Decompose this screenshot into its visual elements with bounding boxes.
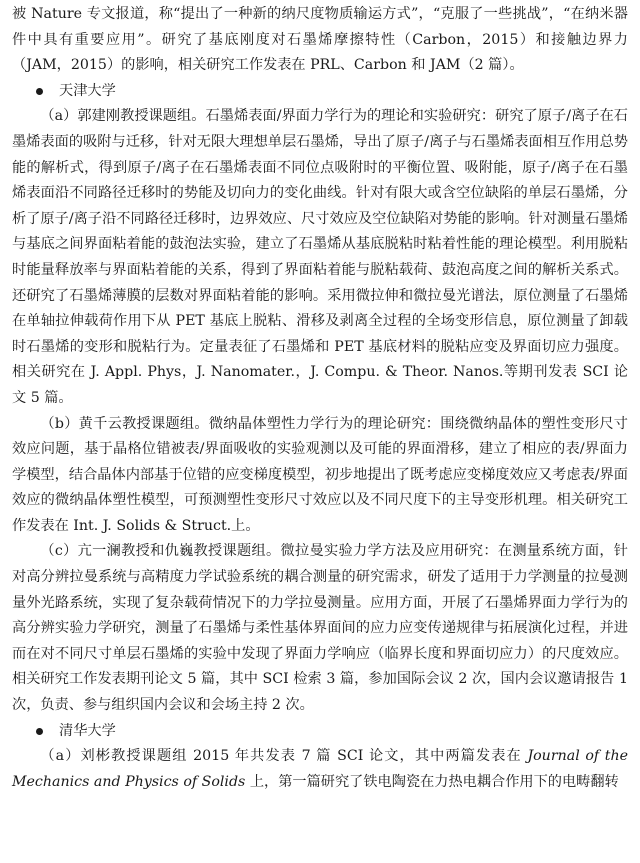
paragraph-text: （a）刘彬教授课题组 2015 年共发表 7 篇 SCI 论文，其中两篇发表在 (40, 748, 528, 765)
university-name: 清华大学 (59, 722, 116, 739)
section-heading-tianjin (12, 79, 628, 105)
paragraph-group-b: （b）黄千云教授课题组。微纳晶体塑性力学行为的理论研究：围绕微纳晶体的塑性变形尺寸效应问题，基于晶格位错被表/界面吸收的实验观测以及可能的界面滑移，建立了相应的表/界面力学模型，结合晶体内部基于位错的应变梯度模型，初步地提出了既考虑应变梯度效应又考虑表/界面效应的微纳晶体塑性模型，可预测塑性变形尺寸效应以及不同尺度下的主导变形机理。相关研究工作发表在 Int. J. Solids & Struct.上。 (12, 415, 628, 534)
paragraph-group-a: （a）郭建刚教授课题组。石墨烯表面/界面力学行为的理论和实验研究：研究了原子/离子在石墨烯表面的吸附与迁移，针对无限大理想单层石墨烯，导出了原子/离子与石墨烯表面相互作用总势能的解析式，得到原子/离子在石墨烯表面不同位点吸附时的平衡位置、吸附能，原子/离子在石墨烯表面沿不同路径迁移时的势能及切向力的变化曲线。针对有限大或含空位缺陷的单层石墨烯，分析了原子/离子沿不同路径迁移时，边界效应、尺寸效应及空位缺陷对势能的影响。针对测量石墨烯与基底之间界面粘着能的鼓泡法实验，建立了石墨烯从基底脱粘时粘着性能的理论模型。利用脱粘时能量释放率与界面粘着能的关系，得到了界面粘着能与脱粘载荷、鼓泡高度之间的解析关系式。还研究了石墨烯薄膜的层数对界面粘着能的影响。采用微拉伸和微拉曼光谱法，原位测量了石墨烯在单轴拉伸载荷作用下从 PET 基底上脱粘、滑移及剥离全过程的全场变形信息，原位测量了卸载时石墨烯的变形和脱粘行为。定量表征了石墨烯和 PET 基底材料的脱粘应变及界面切应力强度。相关研究在 J. Appl. Phys，J. Nanomater.，J. Compu. & Theor. Nanos.等期刊发表 SCI 论文 5 篇。 (12, 108, 628, 406)
university-name: 天津大学 (59, 82, 116, 99)
bullet-icon (36, 728, 43, 735)
paragraph-tsinghua-a (12, 744, 628, 795)
bullet-icon (36, 88, 43, 95)
intro-paragraph: 被 Nature 专文报道，称“提出了一种新的纳尺度物质输运方式”，“克服了一些挑战”，“在纳米器件中具有重要应用”。研究了基底刚度对石墨烯摩擦特性（Carbon，2015）和接触边界力（JAM，2015）的影响，相关研究工作发表在 PRL、Carbon 和 JAM（2 篇）。 (12, 6, 628, 74)
section-heading-tsinghua (12, 719, 628, 745)
paragraph-group-c: （c）亢一澜教授和仇巍教授课题组。微拉曼实验力学方法及应用研究：在测量系统方面，针对高分辨拉曼系统与高精度力学试验系统的耦合测量的研究需求，研发了适用于力学测量的拉曼测量外光路系统，实现了复杂载荷情况下的力学拉曼测量。应用方面，开展了石墨烯界面力学行为的高分辨实验力学研究，测量了石墨烯与柔性基体界面间的应力应变传递规律与拓展演化过程，并进而在对不同尺寸单层石墨烯的实验中发现了界面力学响应（临界长度和界面切应力）的尺度效应。相关研究工作发表期刊论文 5 篇，其中 SCI 检索 3 篇，参加国际会议 2 次，国内会议邀请报告 1 次，负责、参与组织国内会议和会场主持 2 次。 (12, 543, 628, 714)
journal-name: Journal of the Mechanics and Physics of Solids (12, 748, 628, 790)
paragraph-text: 上，第一篇研究了铁电陶瓷在力热电耦合作用下的电畴翻转 (245, 773, 619, 790)
